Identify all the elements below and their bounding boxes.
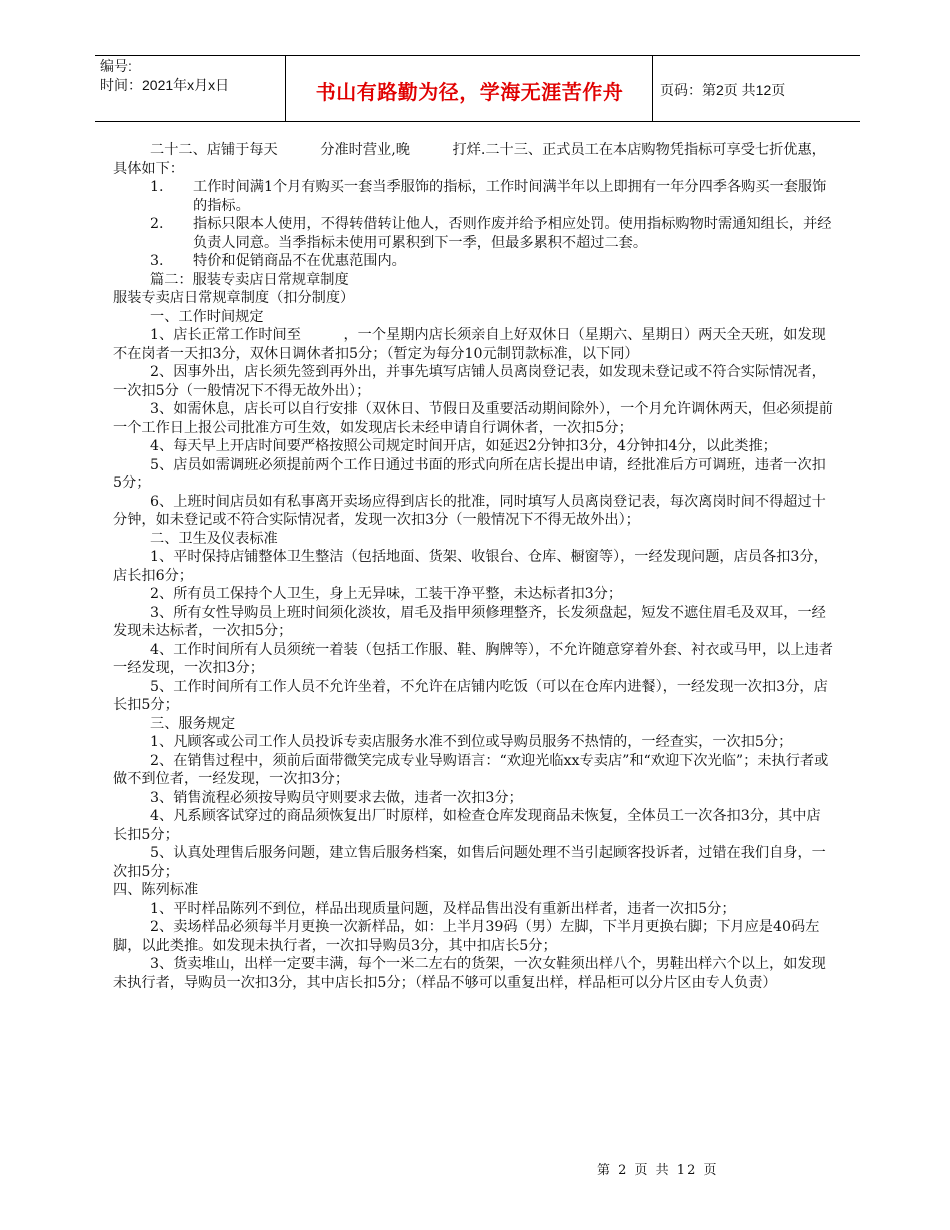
document-title: 服装专卖店日常规章制度（扣分制度） <box>113 290 355 306</box>
header-page-number: 页码：第2页 共12页 <box>660 82 786 98</box>
header-motto: 书山有路勤为径，学海无涯苦作舟 <box>315 80 624 104</box>
page-footer: 第 2 页 共 12 页 <box>597 1163 719 1178</box>
rule-item: 4、每天早上开店时间要严格按照公司规定时间开店，如延迟2分钟扣3分，4分钟扣4分，以此类推； <box>150 438 777 454</box>
rule-item: 4、凡系顾客试穿过的商品须恢复出厂时原样，如检查仓库发现商品未恢复，全体员工一次各扣3分，其中店长扣5分； <box>113 808 821 843</box>
rule-item: 6、上班时间店员如有私事离开卖场应得到店长的批准，同时填写人员离岗登记表，每次离岗时间不得超过十分钟，如未登记或不符合实际情况者，发现一次扣3分（一般情况下不得无故外出）； <box>113 493 826 528</box>
rule-item: 1、凡顾客或公司工作人员投诉专卖店服务水准不到位或导购员服务不热情的，一经查实，一次扣5分； <box>150 734 793 750</box>
item-number: 1. <box>150 179 164 195</box>
numbered-item <box>113 215 833 252</box>
paragraph: 具体如下： <box>113 160 184 177</box>
section-title: 三、服务规定 <box>150 715 236 732</box>
section-title: 二、卫生及仪表标准 <box>150 530 278 547</box>
rule-item: 1、平时样品陈列不到位，样品出现质量问题，及样品售出没有重新出样者，违者一次扣5分； <box>150 900 736 917</box>
rule-item: 2、因事外出，店长须先签到再外出，并事先填写店铺人员离岗登记表，如发现未登记或不符合实际情况者，一次扣5分（一般情况下不得无故外出）； <box>113 364 826 399</box>
item-text: 特价和促销商品不在优惠范围内。 <box>193 253 406 269</box>
rule-item: 5、工作时间所有工作人员不允许坐着，不允许在店铺内吃饭（可以在仓库内进餐），一经发现一次扣3分，店长扣5分； <box>113 678 828 713</box>
rule-item: 3、货卖堆山，出样一定要丰满，每个一米二左右的货架，一次女鞋须出样八个，男鞋出样六个以上，如发现未执行者，导购员一次扣3分，其中店长扣5分；（样品不够可以重复出样，样品柜可以分片区由专人负责） <box>113 956 826 991</box>
rule-item: 5、认真处理售后服务问题，建立售后服务档案，如售后问题处理不当引起顾客投诉者，过错在我们自身，一次扣5分； <box>113 845 826 880</box>
rule-item: 3、如需休息，店长可以自行安排（双休日、节假日及重要活动期间除外），一个月允许调休两天，但必须提前一个工作日上报公司批准方可生效，如发现店长未经申请自行调休者，一次扣5分； <box>113 401 833 436</box>
numbered-item <box>113 252 833 271</box>
header-divider <box>652 55 653 121</box>
item-number: 3. <box>150 253 164 269</box>
rule-item: 3、所有女性导购员上班时间须化淡妆，眉毛及指甲须修理整齐，长发须盘起，短发不遮住眉毛及双耳，一经发现未达标者，一次扣5分； <box>113 604 826 639</box>
document-body <box>113 141 833 992</box>
rule-item: 2、在销售过程中，须前后面带微笑完成专业导购语言：“欢迎光临xx专卖店”和“欢迎下次光临”；未执行者或做不到位者，一经发现，一次扣3分； <box>113 752 829 787</box>
rule-item: 2、所有员工保持个人卫生，身上无异味，工装干净平整，未达标者扣3分； <box>150 586 623 602</box>
section-heading: 篇二：服装专卖店日常规章制度 <box>150 271 349 288</box>
item-text: 工作时间满1个月有购买一套当季服饰的指标，工作时间满半年以上即拥有一年分四季各购买一套服饰的指标。 <box>193 179 827 214</box>
header-meta <box>100 57 229 95</box>
section-title: 一、工作时间规定 <box>150 308 264 325</box>
header-divider <box>285 55 286 121</box>
doc-date-label: 时间：2021年x月x日 <box>100 77 230 93</box>
rule-item: 1、平时保持店铺整体卫生整洁（包括地面、货架、收银台、仓库、橱窗等），一经发现问题，店员各扣3分，店长扣6分； <box>113 549 828 584</box>
header-top-rule <box>95 55 860 56</box>
rule-item: 1、店长正常工作时间至 ，一个星期内店长须亲自上好双休日（星期六、星期日）两天全天班，如发现不在岗者一天扣3分，双休日调休者扣5分；（暂定为每分10元制罚款标准，以下同） <box>113 327 826 362</box>
rule-item: 2、卖场样品必须每半月更换一次新样品，如：上半月39码（男）左脚，下半月更换右脚；下月应是40码左脚，以此类推。如发现未执行者，一次扣导购员3分，其中扣店长5分； <box>113 919 820 954</box>
item-number: 2. <box>150 216 164 232</box>
rule-item: 5、店员如需调班必须提前两个工作日通过书面的形式向所在店长提出申请，经批准后方可调班，违者一次扣5分； <box>113 456 826 491</box>
doc-number-label: 编号: <box>100 58 132 74</box>
item-text: 指标只限本人使用，不得转借转让他人，否则作废并给予相应处罚。使用指标购物时需通知组长，并经负责人同意。当季指标未使用可累积到下一季，但最多累积不超过二套。 <box>193 216 832 251</box>
section-title: 四、陈列标准 <box>113 882 199 898</box>
paragraph: 二十二、店铺于每天 分准时营业,晚 打烊.二十三、正式员工在本店购物凭指标可享受七折优惠， <box>150 142 826 158</box>
rule-item: 3、销售流程必须按导购员守则要求去做，违者一次扣3分； <box>150 789 523 806</box>
header-bottom-rule <box>95 121 860 122</box>
numbered-item <box>113 178 833 215</box>
rule-item: 4、工作时间所有人员须统一着装（包括工作服、鞋、胸牌等），不允许随意穿着外套、衬衣或马甲，以上违者一经发现，一次扣3分； <box>113 641 833 676</box>
